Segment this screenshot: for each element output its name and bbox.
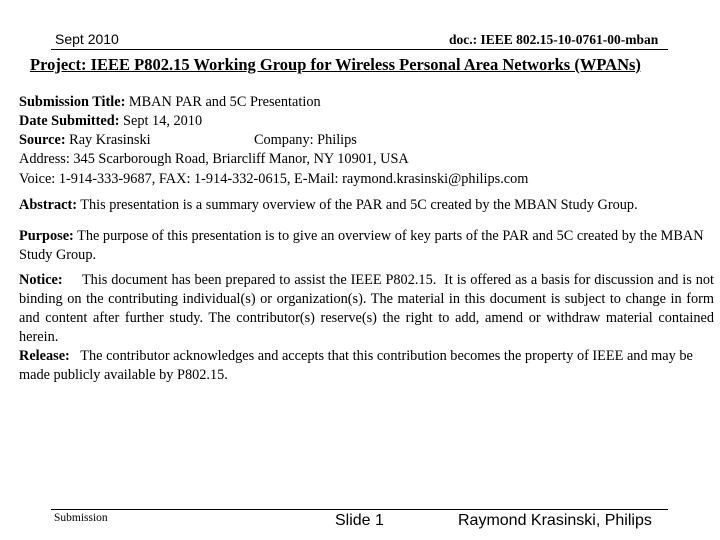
purpose-paragraph (19, 227, 714, 265)
voice-line: Voice: 1-914-333-9687, FAX: 1-914-332-0615, E-Mail: raymond.krasinski@philips.com (19, 171, 529, 187)
submission-title-line (19, 93, 321, 112)
source-line (19, 131, 419, 150)
release-paragraph (19, 347, 714, 385)
notice-paragraph (19, 271, 718, 347)
company-text: Company: Philips (254, 132, 357, 148)
header-date: Sept 2010 (55, 31, 119, 47)
address-line: Address: 345 Scarborough Road, Briarcliff Manor, NY 10901, USA (19, 151, 409, 167)
notice-text: This document has been prepared to assist the IEEE P802.15. It is offered as a basis for discussion and is not binding on the contributing individual(s) or organization(s). The material in this document is subject to change in form and content after further study. The contributor(s) reserve(s) the right to add, amend or withdraw material contained herein. (19, 272, 718, 345)
notice-label: Notice: (19, 272, 63, 288)
abstract-text: This presentation is a summary overview of the PAR and 5C created by the MBAN Study Group. (76, 197, 638, 213)
source-value: Ray Krasinski (65, 132, 151, 148)
date-submitted-value: Sept 14, 2010 (119, 113, 203, 129)
purpose-label: Purpose: (19, 228, 74, 244)
project-title: Project: IEEE P802.15 Working Group for Wireless Personal Area Networks (WPANs) (30, 55, 641, 74)
release-label: Release: (19, 348, 70, 364)
footer-submission: Submission (54, 512, 108, 524)
source-label: Source: (19, 132, 66, 148)
release-text: The contributor acknowledges and accepts that this contribution becomes the property of IEEE and may be made publicly available by P802.15. (19, 348, 697, 383)
footer-slide-number: Slide 1 (335, 512, 384, 529)
date-submitted-label: Date Submitted: (19, 113, 120, 129)
footer-rule (51, 509, 668, 510)
submission-title-label: Submission Title: (19, 94, 126, 110)
footer-author: Raymond Krasinski, Philips (458, 512, 652, 529)
header-doc-id: doc.: IEEE 802.15-10-0761-00-mban (449, 32, 659, 47)
abstract-label: Abstract: (19, 197, 77, 213)
submission-title-value: MBAN PAR and 5C Presentation (125, 94, 321, 110)
date-submitted-line (19, 112, 202, 131)
abstract-paragraph (19, 196, 714, 215)
purpose-text: The purpose of this presentation is to give an overview of key parts of the PAR and 5C created by the MBAN Study Group. (19, 228, 704, 263)
header-rule (51, 49, 668, 50)
